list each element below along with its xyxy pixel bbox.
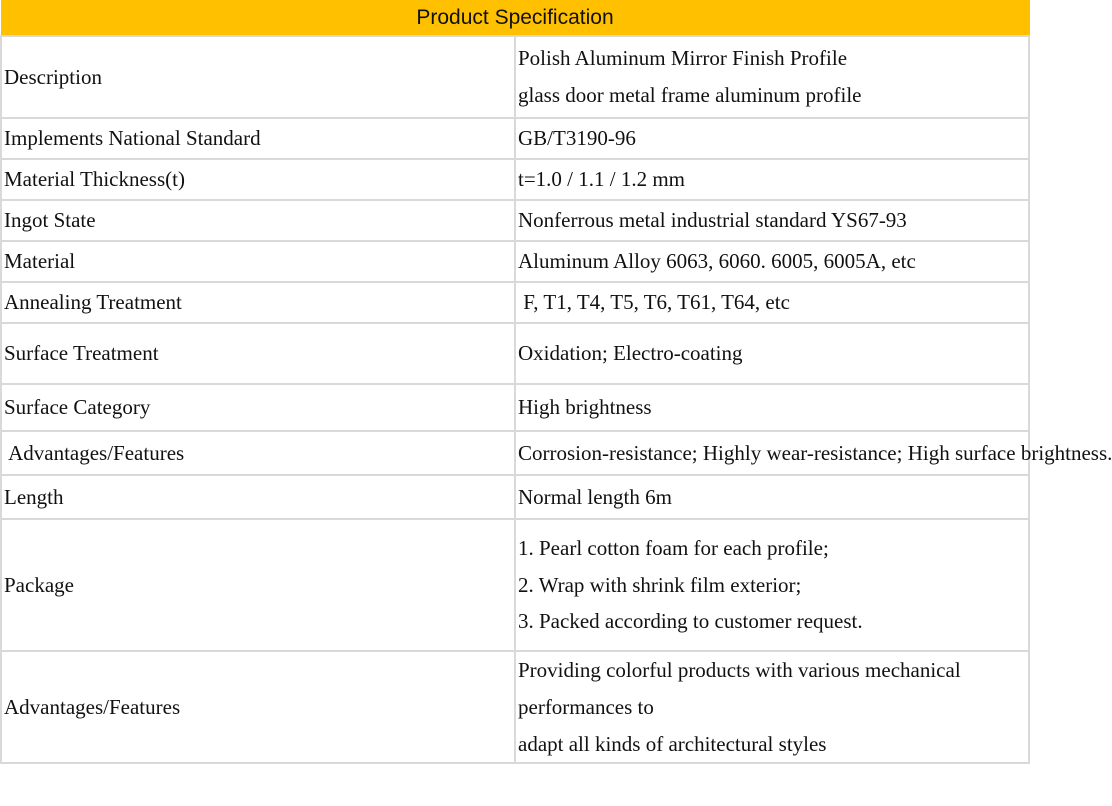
row-value: F, T1, T4, T5, T6, T61, T64, etc [515, 282, 1029, 323]
value-line: 3. Packed according to customer request. [518, 609, 863, 634]
row-value [515, 651, 1029, 763]
value-line: glass door metal frame aluminum profile [518, 83, 862, 107]
row-label: Advantages/Features [1, 651, 515, 763]
table-row [1, 282, 1029, 323]
row-value: Normal length 6m [515, 475, 1029, 519]
row-value: High brightness [515, 384, 1029, 431]
row-label: Material Thickness(t) [1, 159, 515, 200]
table-row [1, 241, 1029, 282]
row-label: Package [1, 519, 515, 651]
value-line: 2. Wrap with shrink film exterior; [518, 572, 802, 597]
table-title: Product Specification [1, 1, 1029, 37]
table-row [1, 519, 1029, 651]
table-row [1, 200, 1029, 241]
row-label: Description [1, 36, 515, 118]
table-row [1, 651, 1029, 763]
table-row [1, 323, 1029, 384]
row-value: Oxidation; Electro-coating [515, 323, 1029, 384]
row-value: Aluminum Alloy 6063, 6060. 6005, 6005A, etc [515, 241, 1029, 282]
row-label: Implements National Standard [1, 118, 515, 159]
table-row [1, 431, 1029, 475]
row-value: t=1.0 / 1.1 / 1.2 mm [515, 159, 1029, 200]
row-label: Advantages/Features [1, 431, 515, 475]
row-value [515, 519, 1029, 651]
row-label: Surface Category [1, 384, 515, 431]
row-label: Length [1, 475, 515, 519]
table-row [1, 384, 1029, 431]
row-value: GB/T3190-96 [515, 118, 1029, 159]
row-label: Ingot State [1, 200, 515, 241]
table-row [1, 36, 1029, 118]
value-line: Providing colorful products with various mechanical performances to [518, 658, 961, 719]
table-header-row [1, 1, 1029, 37]
table-row [1, 118, 1029, 159]
value-line: Polish Aluminum Mirror Finish Profile [518, 46, 848, 71]
row-value [515, 36, 1029, 118]
table-row [1, 475, 1029, 519]
table-row [1, 159, 1029, 200]
row-value: Corrosion-resistance; Highly wear-resistance; High surface brightness. [515, 431, 1029, 475]
row-label: Surface Treatment [1, 323, 515, 384]
value-line: 1. Pearl cotton foam for each profile; [518, 535, 829, 560]
row-value: Nonferrous metal industrial standard YS67-93 [515, 200, 1029, 241]
row-label: Annealing Treatment [1, 282, 515, 323]
row-label: Material [1, 241, 515, 282]
value-line: adapt all kinds of architectural styles [518, 731, 827, 756]
